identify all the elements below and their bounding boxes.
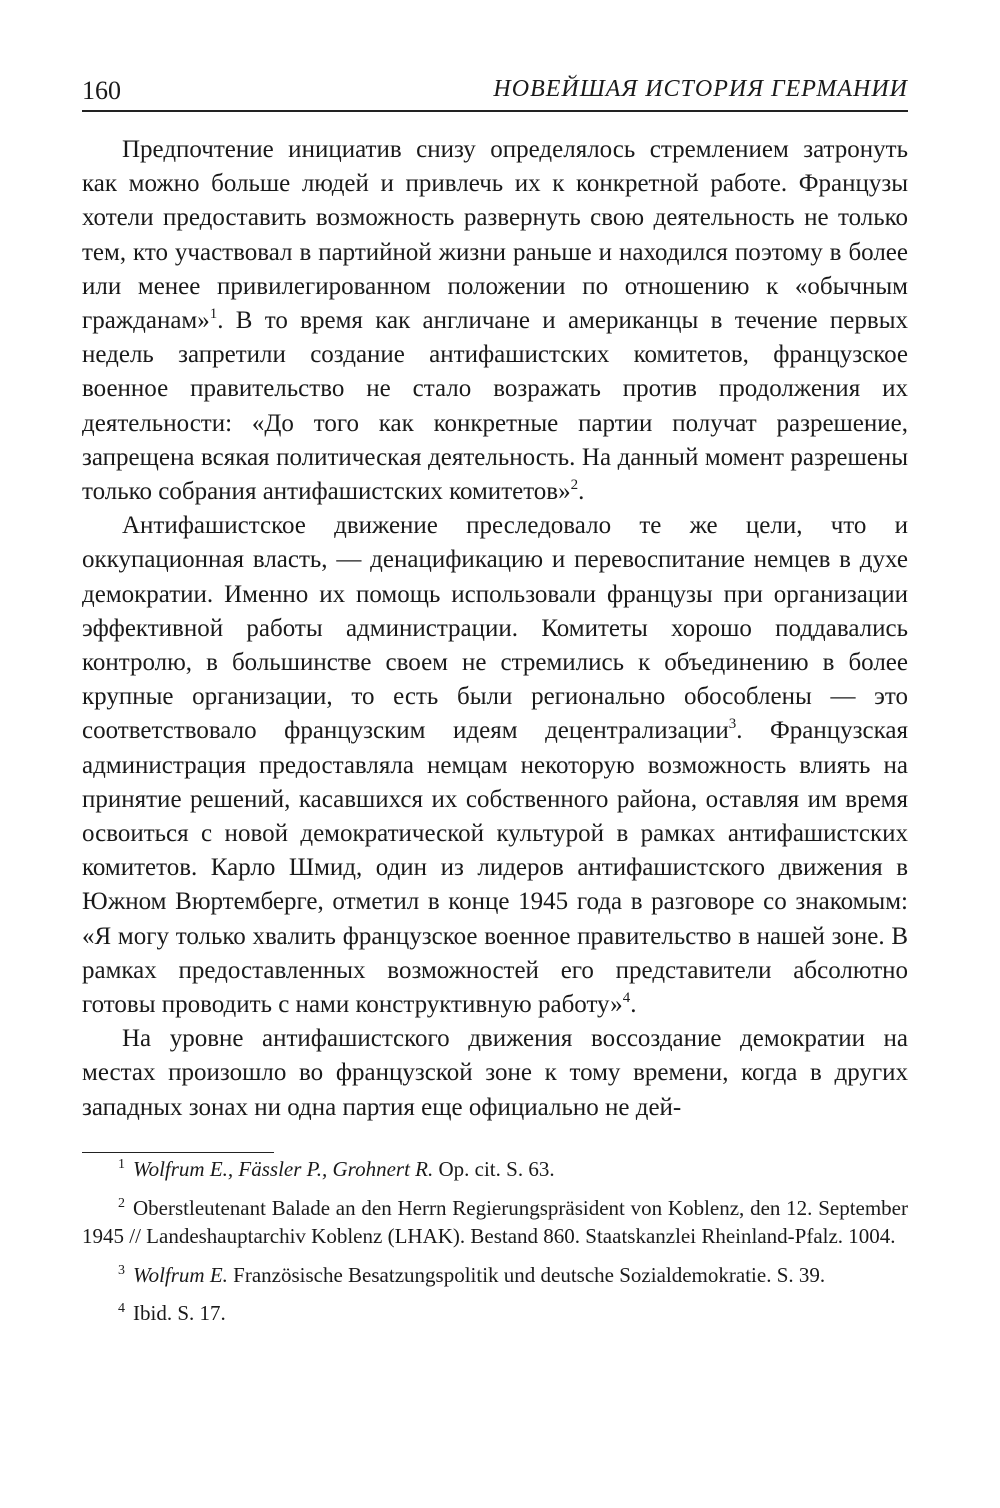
footnotes [82, 1155, 908, 1338]
footnote-number: 4 [118, 1301, 125, 1316]
footnote-ref: 4 [622, 990, 631, 1007]
footnote [82, 1194, 908, 1251]
footnote-text: Französische Besatzungspolitik und deutsche Sozialdemokratie. S. 39. [227, 1262, 826, 1287]
paragraph-text: На уровне антифашистского движения воссоздание демократии на местах произошло во французской зоне к тому времени, когда в других западных зонах ни одна партия еще официально не дей- [82, 1025, 908, 1121]
paragraph-text: . В то время как англичане и американцы в течение первых недель запретили создание антифашистских комитетов, французское военное правительство не стало возражать против продолжения их деятельности: «До того как конкретные партии получат разрешение, запрещена всякая политическая деятельность. На данный момент разрешены только собрания антифашистских комитетов» [82, 307, 908, 506]
page-number: 160 [82, 76, 121, 105]
footnote [82, 1261, 908, 1290]
paragraph-text: . [578, 478, 585, 506]
footnote-number: 3 [118, 1262, 125, 1278]
footnote-ref: 3 [728, 716, 737, 733]
footnote-divider [82, 1152, 274, 1153]
paragraph [82, 1022, 908, 1125]
paragraph [82, 509, 908, 1022]
footnote-number: 2 [118, 1195, 125, 1211]
paragraph-text: . [630, 991, 637, 1019]
footnote-author: Wolfrum E. [133, 1262, 228, 1287]
paragraph-text: Антифашистское движение преследовало те же цели, что и оккупационная власть, — денацификацию и перевоспитание немцев в духе демократии. Именно их помощь использовали французы при организации эффективной работы администрации. Комитеты хорошо поддавались контролю, в большинстве своем не стремились к объединению в более крупные организации, то есть были регионально обособлены — это соответствовало французским идеям децентрализации [82, 512, 908, 745]
footnote-author: Wolfrum E., Fässler P., Grohnert R. [133, 1157, 434, 1181]
footnote [82, 1299, 908, 1328]
paragraph-text: Предпочтение инициатив снизу определялось стремлением затронуть как можно больше людей и привлечь их к конкретной работе. Французы хотели предоставить возможность развернуть свою деятельность не только тем, кто участвовал в партийной жизни раньше и находился поэтому в более или менее привилегированном положении по отношению к «обычным гражданам» [82, 136, 908, 335]
footnote-text: Oberstleutenant Balade an den Herrn Regierungspräsident von Koblenz, den 12. September 1945 // Landeshauptarchiv Koblenz (LHAK). Bestand 860. Staatskanzlei Rheinland-Pfalz. 1004. [82, 1195, 908, 1248]
footnote-ref: 1 [209, 306, 218, 323]
footnote-number: 1 [118, 1157, 125, 1172]
footnote-ref: 2 [570, 477, 579, 494]
running-title: НОВЕЙШАЯ ИСТОРИЯ ГЕРМАНИИ [493, 76, 908, 102]
paragraph [82, 133, 908, 509]
footnote [82, 1155, 908, 1184]
footnote-text: Op. cit. S. 63. [433, 1157, 555, 1181]
page-header [82, 70, 908, 112]
main-text [82, 133, 908, 1125]
paragraph-text: . Французская администрация предоставляла немцам некоторую возможность влиять на принятие решений, касавшихся их собственного района, оставляя им время освоиться с новой демократической культурой в рамках антифашистских комитетов. Карло Шмид, один из лидеров антифашистского движения в Южном Вюртемберге, отметил в конце 1945 года в разговоре со знакомым: «Я могу только хвалить французское военное правительство в нашей зоне. В рамках предоставленных возможностей его представители абсолютно готовы проводить с нами конструктивную работу» [82, 717, 908, 1019]
footnote-text: Ibid. S. 17. [133, 1301, 226, 1325]
